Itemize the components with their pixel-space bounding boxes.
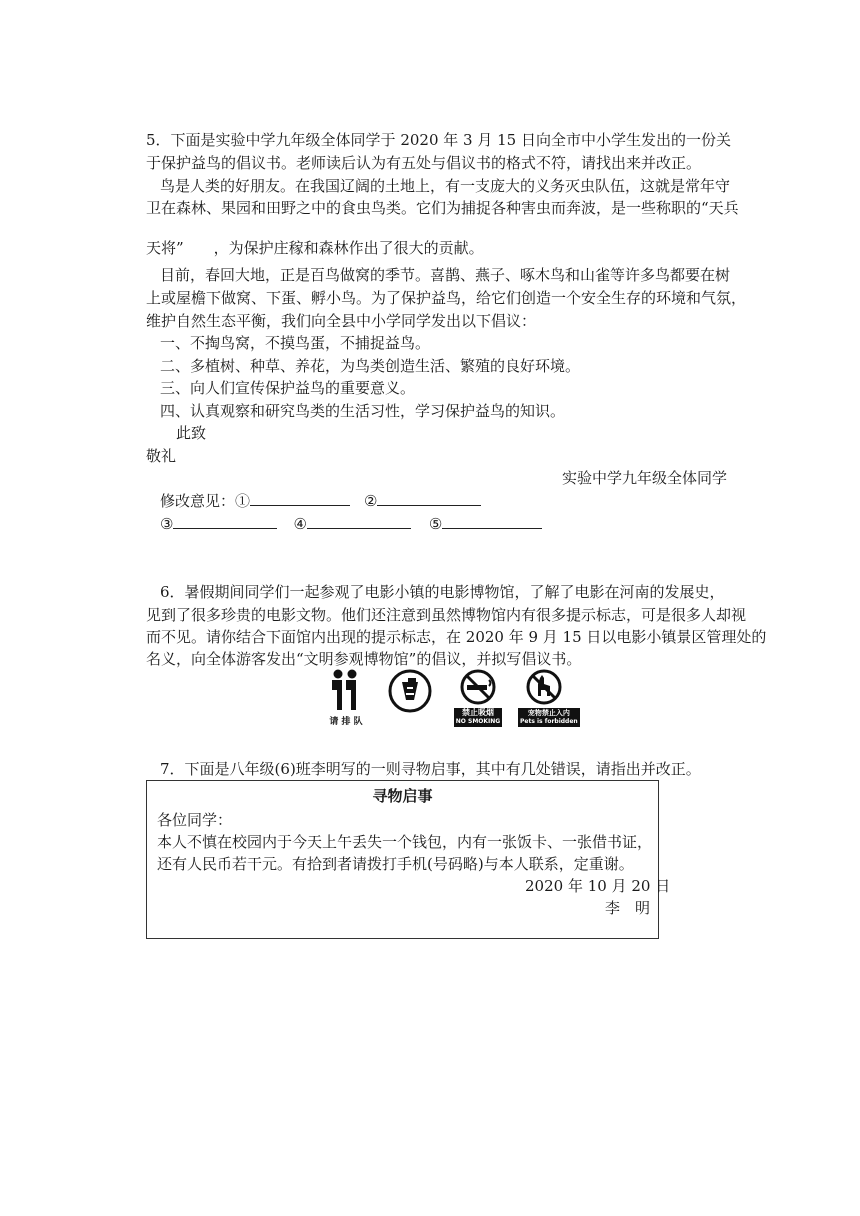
- q5-para2-line-3: 维护自然生态平衡，我们向全县中小学同学发出以下倡议：: [146, 312, 537, 330]
- q5-marker-5: ⑤: [428, 515, 443, 533]
- answer-blank-5[interactable]: [442, 512, 542, 529]
- museum-signs: [320, 668, 580, 730]
- answer-blank-2[interactable]: [377, 489, 481, 506]
- q5-para1-line-3-end: ，为保护庄稼和森林作出了很大的贡献。: [213, 239, 484, 257]
- notice-title: 寻物启事: [372, 787, 433, 805]
- answer-blank-3[interactable]: [173, 512, 277, 529]
- no-pets-icon: [522, 668, 566, 706]
- q5-signer: 实验中学九年级全体同学: [562, 469, 728, 487]
- q5-para1-line-2: 卫在森林、果园和田野之中的食虫鸟类。它们为捕捉各种害虫而奔波，是一些称职的“天兵: [146, 199, 739, 217]
- q6-line-1: 6．暑假期间同学们一起参观了电影小镇的电影博物馆，了解了电影在河南的发展史，: [160, 583, 725, 601]
- q5-item-3: 三、向人们宣传保护益鸟的重要意义。: [160, 379, 416, 397]
- answer-blank-1[interactable]: [250, 489, 350, 506]
- lost-notice-box: [146, 780, 671, 939]
- q6-line-3: 而不见。请你结合下面馆内出现的提示标志，在 2020 年 9 月 15 日以电影小镇景区管理处的: [146, 628, 767, 646]
- q5-cizhi: 此致: [176, 424, 207, 442]
- no-smoking-en: NO SMOKING: [455, 718, 501, 725]
- no-trash-sign: [384, 668, 436, 714]
- q5-item-1: 一、不掏鸟窝，不摸鸟蛋，不捕捉益鸟。: [160, 334, 431, 352]
- notice-greeting: 各位同学：: [157, 811, 233, 829]
- q5-para1-line-3-start: 天将”: [146, 239, 184, 257]
- notice-author: 李 明: [605, 899, 651, 917]
- q5-intro-line-2: 于保护益鸟的倡议书。老师读后认为有五处与倡议书的格式不符，请找出来并改正。: [146, 154, 702, 172]
- queue-sign: [320, 668, 372, 727]
- q6-line-2: 见到了很多珍贵的电影文物。他们还注意到虽然博物馆内有很多提示标志，可是很多人却视: [146, 606, 747, 624]
- notice-body-line-1: 本人不慎在校园内于今天上午丢失一个钱包，内有一张饭卡、一张借书证，: [157, 833, 653, 851]
- q5-para2-line-1: 目前，春回大地，正是百鸟做窝的季节。喜鹊、燕子、啄木鸟和山雀等许多鸟都要在树: [160, 266, 731, 284]
- q5-marker-4: ④: [293, 515, 307, 533]
- q5-revision-row-1: [160, 489, 481, 512]
- q5-intro-line-1: 5．下面是实验中学九年级全体同学于 2020 年 3 月 15 日向全市中小学生发出的一份关: [146, 131, 731, 149]
- q5-marker-1: ①: [235, 492, 251, 510]
- no-smoking-icon: [456, 668, 500, 706]
- q5-para1-line-3: [146, 237, 484, 259]
- notice-body-line-2: 还有人民币若干元。有拾到者请拨打手机(号码略)与本人联系，定重谢。: [157, 855, 634, 873]
- no-smoking-caption: [454, 708, 502, 727]
- q5-jingli: 敬礼: [146, 447, 177, 465]
- queue-icon: [324, 668, 368, 712]
- q5-item-2: 二、多植树、种草、养花，为鸟类创造生活、繁殖的良好环境。: [160, 357, 581, 375]
- no-smoking-sign: [452, 668, 504, 727]
- q7-intro: 7．下面是八年级(6)班李明写的一则寻物启事，其中有几处错误，请指出并改正。: [160, 760, 701, 778]
- q5-revision-label: 修改意见：: [160, 492, 236, 510]
- q5-marker-2: ②: [364, 492, 378, 510]
- no-pets-cn: 宠物禁止入内: [527, 709, 570, 717]
- q5-item-4: 四、认真观察和研究鸟类的生活习性，学习保护益鸟的知识。: [160, 402, 566, 420]
- q6-line-4: 名义，向全体游客发出“文明参观博物馆”的倡议，并拟写倡议书。: [146, 650, 582, 668]
- no-smoking-cn: 禁止吸烟: [462, 708, 494, 717]
- q5-marker-3: ③: [160, 515, 174, 533]
- q5-revision-row-2: [160, 512, 542, 535]
- notice-date: 2020 年 10 月 20 日: [525, 877, 671, 895]
- q5-para2-line-2: 上或屋檐下做窝、下蛋、孵小鸟。为了保护益鸟，给它们创造一个安全生存的环境和气氛，: [146, 289, 747, 307]
- q5-para1-line-1: 鸟是人类的好朋友。在我国辽阔的土地上，有一支庞大的义务灭虫队伍，这就是常年守: [160, 177, 731, 195]
- no-pets-sign: [518, 668, 578, 727]
- answer-blank-4[interactable]: [307, 512, 411, 529]
- no-pets-en: Pets is forbidden: [520, 718, 578, 725]
- queue-caption: 请 排 队: [329, 717, 363, 727]
- no-pets-caption: [518, 708, 580, 727]
- no-littering-icon: [387, 668, 433, 714]
